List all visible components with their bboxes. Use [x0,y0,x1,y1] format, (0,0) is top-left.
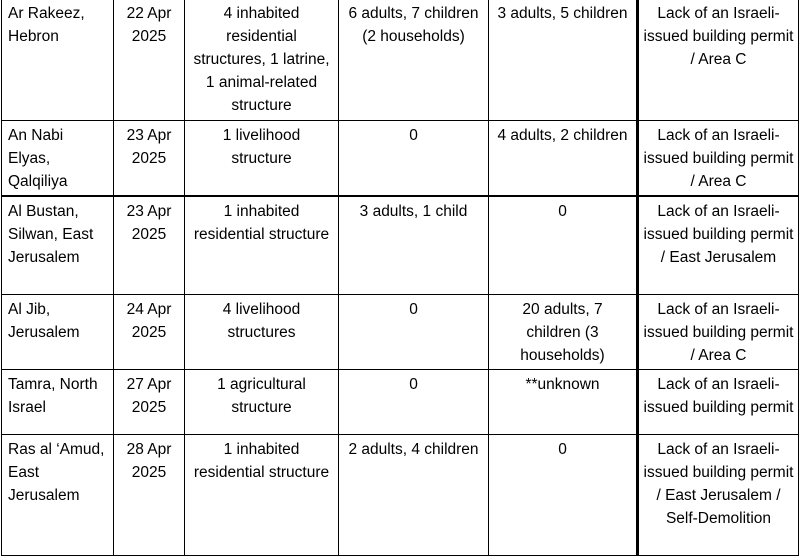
displaced-cell: 0 [339,295,489,370]
affected-cell: 0 [489,435,638,556]
reason-cell: Lack of an Israeli-issued building permit [638,370,799,435]
structures-cell: 1 inhabited residential structure [185,196,339,295]
location-cell: Al Jib, Jerusalem [2,295,114,370]
reason-cell: Lack of an Israeli-issued building permit / East Jerusalem [638,196,799,295]
affected-cell: 0 [489,196,638,295]
location-cell: Al Bustan, Silwan, East Jerusalem [2,196,114,295]
reason-cell: Lack of an Israeli-issued building permit / Area C [638,295,799,370]
date-cell: 22 Apr 2025 [114,0,185,121]
displaced-cell: 0 [339,121,489,197]
location-cell: An Nabi Elyas, Qalqiliya [2,121,114,197]
reason-cell: Lack of an Israeli-issued building permit / Area C [638,0,799,121]
affected-cell: 3 adults, 5 children [489,0,638,121]
affected-cell: 20 adults, 7 children (3 households) [489,295,638,370]
structures-cell: 1 livelihood structure [185,121,339,197]
location-cell: Tamra, North Israel [2,370,114,435]
date-cell: 23 Apr 2025 [114,196,185,295]
date-cell: 27 Apr 2025 [114,370,185,435]
structures-cell: 1 inhabited residential structure [185,435,339,556]
date-cell: 23 Apr 2025 [114,121,185,197]
structures-cell: 4 inhabited residential structures, 1 latrine, 1 animal-related structure [185,0,339,121]
table-row [2,295,799,370]
location-cell: Ras al ‘Amud, East Jerusalem [2,435,114,556]
table-row [2,121,799,197]
displaced-cell: 0 [339,370,489,435]
date-cell: 28 Apr 2025 [114,435,185,556]
displaced-cell: 2 adults, 4 children [339,435,489,556]
affected-cell: **unknown [489,370,638,435]
affected-cell: 4 adults, 2 children [489,121,638,197]
reason-cell: Lack of an Israeli-issued building permit / Area C [638,121,799,197]
table-row [2,435,799,556]
displaced-cell: 3 adults, 1 child [339,196,489,295]
demolitions-table [1,0,799,556]
structures-cell: 4 livelihood structures [185,295,339,370]
displaced-cell: 6 adults, 7 children (2 households) [339,0,489,121]
reason-cell: Lack of an Israeli-issued building permit / East Jerusalem / Self-Demolition [638,435,799,556]
date-cell: 24 Apr 2025 [114,295,185,370]
table-row [2,370,799,435]
table-row [2,196,799,295]
location-cell: Ar Rakeez, Hebron [2,0,114,121]
table-row [2,0,799,121]
structures-cell: 1 agricultural structure [185,370,339,435]
